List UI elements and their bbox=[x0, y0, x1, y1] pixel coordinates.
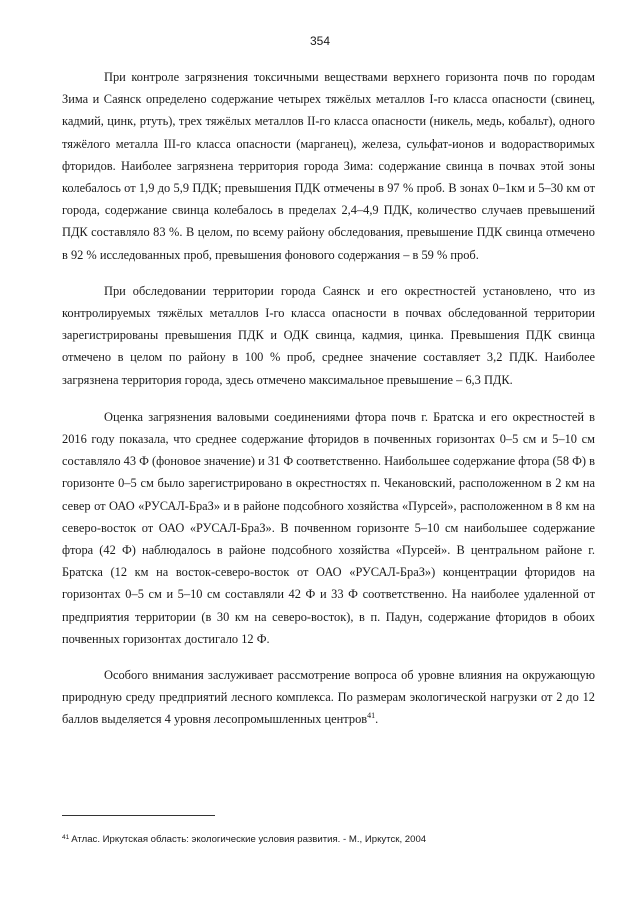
paragraph-sayansk-survey: При обследовании территории города Саянск и его окрестностей установлено, что из контролируемых тяжёлых металлов I-го класса опасности в почвах обследованной территории зарегистрированы превышения ПДК и ОДК свинца, кадмия, цинка. Превышения ПДК свинца отмечено в целом по району в 100 % проб, среднее значение составляет 3,2 ПДК. Наиболее загрязнена территория города, здесь отмечено максимальное превышение – 6,3 ПДК. bbox=[62, 283, 595, 387]
paragraph-soil-zima-sayansk: При контроле загрязнения токсичными веществами верхнего горизонта почв по городам Зима и Саянск определено содержание четырех тяжёлых металлов I-го класса опасности (свинец, кадмий, цинк, ртуть), трех тяжёлых металлов II-го класса опасности (никель, медь, кобальт), одного тяжёлого металла III-го класса опасности (марганец), железа, сульфат-ионов и водорастворимых фторидов. Наиболее загрязнена территория города Зима: содержание свинца в почвах этой зоны колебалось от 1,9 до 5,9 ПДК; превышения ПДК отмечены в 97 % проб. В зонах 0–1км и 5–30 км от города, содержание свинца колебалось в пределах 2,4–4,9 ПДК, количество случаев превышений ПДК составляло 83 %. В целом, по всему району обследования, превышение ПДК свинца отмечено в 92 % исследованных проб, превышения фонового содержания – в 59 % проб. bbox=[62, 70, 595, 262]
paragraph-forest-complex bbox=[62, 664, 595, 731]
page-number: 354 bbox=[309, 34, 331, 48]
footnote-reference[interactable]: 41 bbox=[367, 711, 376, 721]
paragraph-forest-complex-text: Особого внимания заслуживает рассмотрение вопроса об уровне влияния на окружающую природную среду предприятий лесного комплекса. По размерам экологической нагрузки от 2 до 12 баллов выделяется 4 уровня лесопромышленных центров bbox=[62, 668, 595, 727]
sentence-period: . bbox=[375, 712, 379, 727]
footnote-number: 41 bbox=[62, 834, 70, 841]
footnote bbox=[62, 833, 595, 846]
body-text bbox=[62, 66, 595, 731]
paragraph-bratsk-fluorine: Оценка загрязнения валовыми соединениями фтора почв г. Братска и его окрестностей в 2016 году показала, что среднее содержание фторидов в почвенных горизонтах 0–5 см и 5–10 см составляло 43 Ф (фоновое значение) и 31 Ф соответственно. Наибольшее содержание фтора (58 Ф) в горизонте 0–5 см было зарегистрировано в окрестностях п. Чекановский, расположенном в 2 км на север от ОАО «РУСАЛ-БраЗ» и в районе подсобного хозяйства «Пурсей», расположенном в 8 км на северо-восток от ОАО «РУСАЛ-БраЗ». В почвенном горизонте 5–10 см наибольшее содержание фтора (42 Ф) наблюдалось в районе подсобного хозяйства «Пурсей». В центральном районе г. Братска (12 км на восток-северо-восток от ОАО «РУСАЛ-БраЗ») концентрации фторидов на горизонтах 0–5 см и 5–10 см составляли 42 Ф и 33 Ф соответственно. На наиболее удаленной от предприятия территории (в 30 км на северо-восток), в п. Падун, содержание фторидов в обоих почвенных горизонтах достигало 12 Ф. bbox=[62, 409, 595, 646]
footnote-text: Атлас. Иркутская область: экологические условия развития. - М., Иркутск, 2004 bbox=[71, 834, 427, 845]
footnote-divider bbox=[62, 815, 215, 816]
